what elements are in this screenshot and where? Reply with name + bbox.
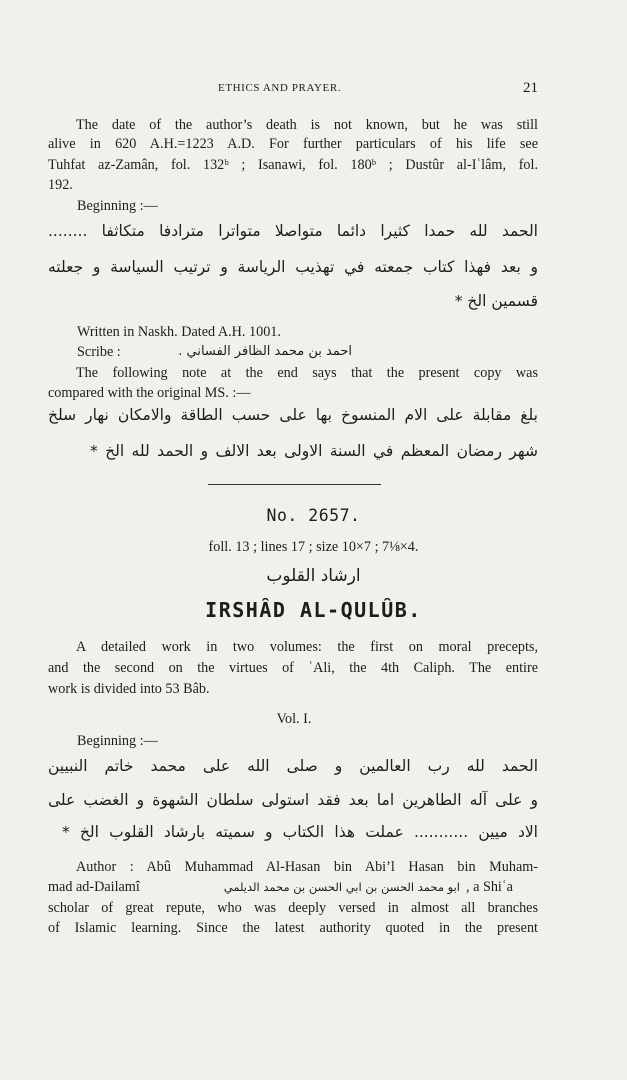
page-header bbox=[48, 80, 538, 100]
author-line-part: , a Shiʿa bbox=[466, 879, 513, 895]
arabic-beginning-line: الاد ميين ........... عملت هذا الكتاب و سميته بارشاد القلوب الخ * bbox=[62, 823, 538, 841]
entry-number: No. 2657. bbox=[266, 506, 361, 525]
written-line: Written in Naskh. Dated A.H. 1001. bbox=[77, 324, 281, 340]
author-line: scholar of great repute, who was deeply versed in almost all branches bbox=[48, 900, 538, 916]
scribe-label: Scribe : bbox=[77, 344, 121, 360]
volume-label: Vol. I. bbox=[276, 711, 312, 727]
arabic-beginning-line: و على آله الطاهرين اما بعد فقد استولى سلطان الشهوة و الغضب على bbox=[48, 791, 538, 809]
intro-line: The date of the author’s death is not known, but he was still bbox=[76, 117, 538, 133]
beginning-label: Beginning :— bbox=[77, 198, 158, 214]
note-line: The following note at the end says that the present copy was bbox=[76, 365, 538, 381]
description-line: work is divided into 53 Bâb. bbox=[48, 681, 210, 697]
intro-line: Tuhfat az-Zamân, fol. 132ᵇ ; Isanawi, fol. 180ᵇ ; Dustûr al-Iʿlâm, fol. bbox=[48, 157, 538, 173]
author-arabic-name: ابو محمد الحسن بن ابي الحسن بن محمد الديلمي bbox=[223, 880, 460, 894]
intro-line: alive in 620 A.H.=1223 A.D. For further particulars of his life see bbox=[48, 136, 538, 152]
note-arabic-line: شهر رمضان المعظم في السنة الاولى بعد الالف و الحمد لله الخ * bbox=[90, 442, 538, 460]
entry-arabic-title: ارشاد القلوب bbox=[266, 566, 361, 586]
arabic-beginning-line: الحمد لله رب العالمين و صلى الله على محمد خاتم النبيين bbox=[48, 757, 538, 775]
section-divider bbox=[208, 484, 381, 485]
arabic-beginning-line: الحمد لله حمدا كثيرا دائما متواصلا متواترا مترادفا متكاثفا ........ bbox=[48, 222, 538, 240]
arabic-beginning-line: و بعد فهذا كتاب جمعته في تهذيب الرياسة و ترتيب السياسة و جعلته bbox=[48, 258, 538, 276]
author-line: of Islamic learning. Since the latest authority quoted in the present bbox=[48, 920, 538, 936]
description-line: and the second on the virtues of ʿAli, the 4th Caliph. The entire bbox=[48, 660, 538, 676]
entry-specs: foll. 13 ; lines 17 ; size 10×7 ; 7⅛×4. bbox=[208, 539, 419, 555]
running-title: ETHICS AND PRAYER. bbox=[218, 82, 342, 94]
scribe-arabic: احمد بن محمد الظافر الفساني . bbox=[178, 344, 352, 359]
intro-line: 192. bbox=[48, 177, 73, 193]
author-line-part: mad ad-Dailamî bbox=[48, 879, 140, 895]
author-line: Author : Abû Muhammad Al-Hasan bin Abi’l Hasan bin Muham- bbox=[76, 859, 538, 875]
entry-title: IRSHÂD AL-QULÛB. bbox=[205, 598, 422, 622]
page-number: 21 bbox=[523, 80, 538, 96]
beginning-label: Beginning :— bbox=[77, 733, 158, 749]
note-line: compared with the original MS. :— bbox=[48, 385, 251, 401]
description-line: A detailed work in two volumes: the first on moral precepts, bbox=[76, 639, 538, 655]
note-arabic-line: بلغ مقابلة على الام المنسوخ بها على حسب الطاقة والامكان نهار سلخ bbox=[48, 406, 538, 424]
arabic-beginning-line: قسمين الخ * bbox=[454, 292, 538, 310]
